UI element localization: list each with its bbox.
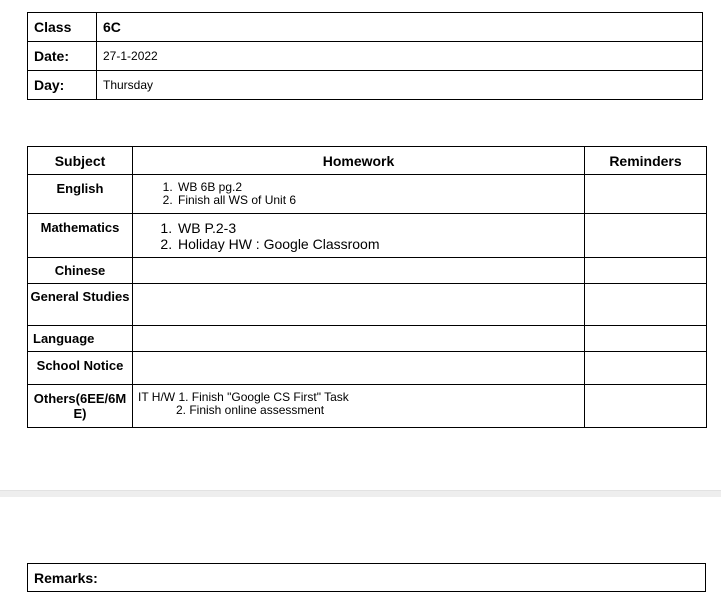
homework-chinese: [133, 258, 585, 284]
reminder-general-studies: [585, 284, 707, 326]
reminder-english: [585, 175, 707, 214]
reminder-chinese: [585, 258, 707, 284]
list-item: 2. Holiday HW : Google Classroom: [176, 236, 584, 252]
table-row: [28, 385, 707, 428]
subject-english: English: [28, 175, 133, 214]
class-info-table: [27, 12, 703, 100]
subject-mathematics: Mathematics: [28, 214, 133, 258]
homework-table: [27, 146, 707, 428]
list-item: 1. WB 6B pg.2: [176, 181, 584, 194]
homework-header-row: [28, 147, 707, 175]
remarks-label: Remarks:: [28, 564, 706, 592]
table-row: [28, 214, 707, 258]
remarks-table: [27, 563, 706, 592]
reminder-school-notice: [585, 352, 707, 385]
subject-school-notice: School Notice: [28, 352, 133, 385]
others-line-1: IT H/W 1. Finish "Google CS First" Task: [138, 390, 349, 404]
class-row: [28, 13, 703, 42]
homework-english: [133, 175, 585, 214]
reminder-language: [585, 326, 707, 352]
table-row: [28, 352, 707, 385]
class-label: Class: [28, 13, 97, 42]
class-value: 6C: [97, 13, 703, 42]
subject-language: Language: [28, 326, 133, 352]
reminder-mathematics: [585, 214, 707, 258]
mathematics-homework-list: [139, 220, 584, 252]
header-subject: Subject: [28, 147, 133, 175]
date-value: 27-1-2022: [97, 42, 703, 71]
homework-language: [133, 326, 585, 352]
table-row: [28, 326, 707, 352]
subject-chinese: Chinese: [28, 258, 133, 284]
subject-others: Others(6EE/6ME): [28, 385, 133, 428]
header-homework: Homework: [133, 147, 585, 175]
reminder-others: [585, 385, 707, 428]
header-reminders: Reminders: [585, 147, 707, 175]
homework-mathematics: [133, 214, 585, 258]
homework-school-notice: [133, 352, 585, 385]
table-row: [28, 284, 707, 326]
table-row: [28, 175, 707, 214]
day-label: Day:: [28, 71, 97, 100]
page-break: [0, 490, 721, 497]
day-row: [28, 71, 703, 100]
day-value: Thursday: [97, 71, 703, 100]
others-line-2: 2. Finish online assessment: [176, 403, 325, 417]
date-row: [28, 42, 703, 71]
subject-general-studies: General Studies: [28, 284, 133, 326]
remarks-row: [28, 564, 706, 592]
table-row: [28, 258, 707, 284]
homework-general-studies: [133, 284, 585, 326]
homework-others: [133, 385, 585, 428]
list-item: 1. WB P.2-3: [176, 220, 584, 236]
list-item: 2. Finish all WS of Unit 6: [176, 194, 584, 207]
english-homework-list: [139, 181, 584, 207]
date-label: Date:: [28, 42, 97, 71]
